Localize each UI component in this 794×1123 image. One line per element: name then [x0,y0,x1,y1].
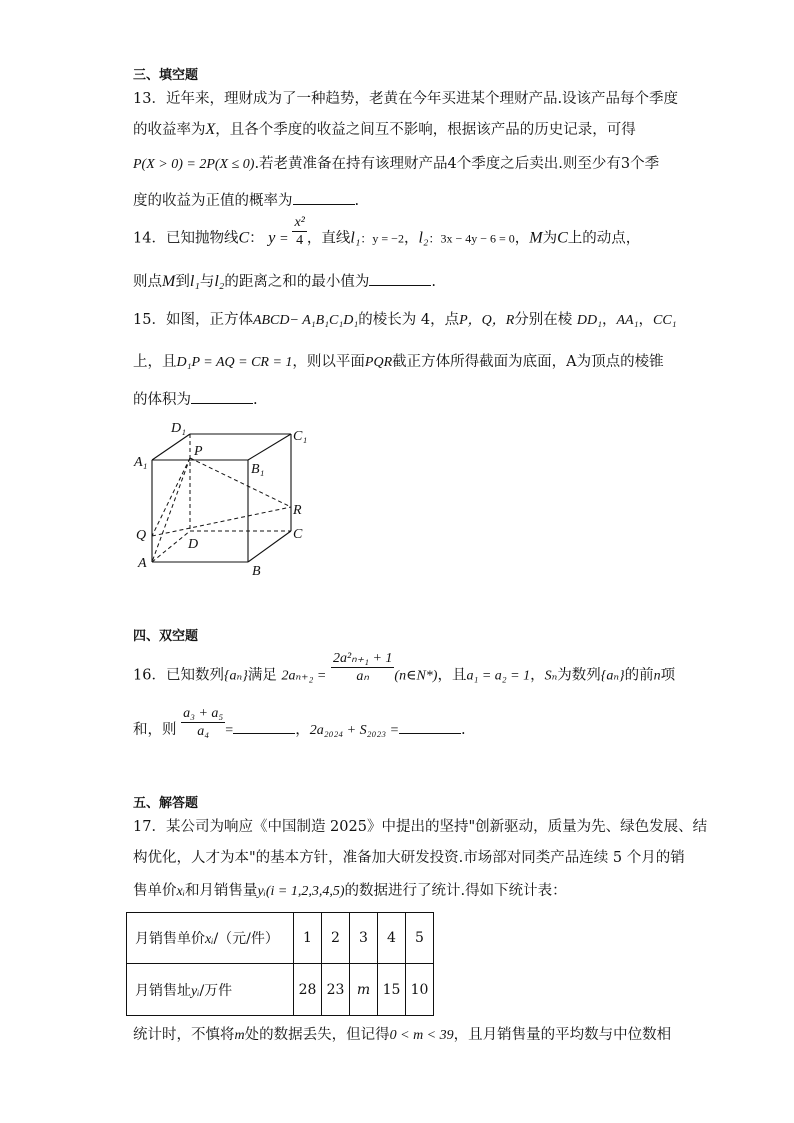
q17-line2: 构优化，人才为本"的基本方针，准备加大研发投资.市场部对同类产品连续 5 个月的销 [133,850,685,866]
q14-text: 14．已知抛物线 [133,230,239,247]
q16-text: 和，则 [133,722,177,738]
table-cell: m [350,964,378,1016]
q16-sequence: {aₙ} [223,668,248,684]
table-cell: 10 [406,964,434,1016]
table-row [127,964,434,1016]
q16-text: ， [530,667,545,684]
q15-line2 [133,353,664,372]
q17-line4 [133,1026,671,1045]
q16-fraction2 [181,705,225,740]
q16-answer-blank-1[interactable] [233,719,295,734]
q15-text: 分别在棱 [514,312,573,328]
q14-equals: = [279,231,288,247]
q16-initial: a₁ = a₂ = 1 [466,668,531,684]
q16-fraction [331,650,394,685]
header-text: 月销售单价 [135,931,205,947]
q15-condition: D₁P = AQ = CR = 1 [176,355,293,370]
section-heading-double: 四、双空题 [133,629,199,644]
table-cell: 2 [322,913,350,964]
q13-line2 [133,121,636,139]
label-p: P [194,444,203,459]
table-cell: 5 [406,913,434,964]
q13-line1: 13．近年来，理财成为了一种趋势，老黄在今年买进某个理财产品.设该产品每个季度 [133,91,679,107]
q13-text: 的收益率为 [133,122,206,138]
label-a1: A₁ [134,455,148,470]
q17-line1: 17．某公司为响应《中国制造 2025》中提出的坚持"创新驱动，质量为先、绿色发展、结 [133,819,708,835]
q15-answer-blank[interactable] [191,389,253,404]
q16-frac-den: aₙ [356,669,369,684]
q16-frac2-den: a₄ [197,723,210,739]
q16-line2: 和，则 $\frac{\text{a₃ + a₅}}{\text{a₄}}$ = ，2a₂₀₂₄ + S₂₀₂₃ = . [133,705,466,739]
q13-text: ，且各个季度的收益之间互不影响，根据该产品的历史记录，可得 [215,122,636,138]
q16-frac-num: 2a²ₙ₊₁ + 1 [332,651,393,666]
q16-equals: = [225,723,234,738]
q16-text: 项 [660,667,676,684]
q15-text: 的体积为 [133,392,191,408]
q14-text: 上的动点， [567,230,641,247]
q17-range: 0 < m < 39 [389,1028,454,1043]
q15-text: 上，且 [133,354,177,370]
q17-yi: yᵢ [257,884,266,899]
q14-text: 为 [542,230,558,247]
header-unit: /（元/件） [213,931,279,947]
table-cell: 28 [294,964,322,1016]
q16-domain: (n∈N*) [394,668,438,684]
q14-l1-eq: ：y = −2 [360,231,404,246]
q17-text: 售单价 [133,883,177,899]
section-heading-solve: 五、解答题 [133,796,199,811]
q13-line4: 度的收益为正值的概率为 . [133,190,359,210]
table-row-header [127,964,294,1016]
q17-text: 处的数据丢失，但记得 [244,1027,390,1043]
q16-lhs: 2aₙ₊₂ = [281,668,327,684]
edge-b1c1 [248,434,291,460]
q16-answer-blank-2[interactable] [399,719,461,734]
q17-text: 的数据进行了统计.得如下统计表： [344,883,567,899]
q15-plane: PQR [364,355,393,370]
q14-line-l2: l₂ [214,273,225,290]
label-b1: B₁ [251,462,265,477]
edge-a1d1 [152,434,190,460]
q16-expression: 2a₂₀₂₄ + S₂₀₂₃ = [309,723,400,738]
table-row-header [127,913,294,964]
q15-text: 的棱长为 4，点 [358,312,460,328]
q16-text: 满足 [247,667,277,684]
q16-line1 [133,651,676,686]
q14-answer-blank[interactable] [369,271,431,286]
q13-answer-blank[interactable] [293,190,355,205]
q14-fraction [292,214,306,249]
q15-cube-name: ABCD− A₁B₁C₁D₁ [252,313,359,328]
table-row [127,913,434,964]
q17-index: (i = 1,2,3,4,5) [265,884,345,899]
q14-line2: 则点M到l₁与l₂的距离之和的最小值为 . [133,273,436,290]
label-c1: C₁ [293,429,308,444]
q15-text: 15．如图，正方体 [133,312,253,328]
q14-line-l1: l₁ [350,229,361,247]
q14-var-y: y [268,229,276,247]
q14-line1: 14．已知抛物线C： y = $\frac{\text{x²}}{4}$ ，直线l₁：y = −2，l₂：3x − 4y − 6 = 0，M为C上的动点， [133,215,641,248]
q15-line1: 15．如图，正方体ABCD− A₁B₁C₁D₁的棱长为 4，点P，Q，R分别在棱 DD₁，AA₁，CC₁ [133,312,677,328]
cube-figure [128,418,318,578]
q14-text: 与 [199,274,215,290]
section-qr [152,507,291,536]
q14-frac-num: x² [294,215,305,230]
q14-curve-c: C [238,229,250,247]
q17-m: m [234,1028,245,1043]
q14-line-l1: l₁ [189,273,200,290]
q14-text: ， [514,230,530,247]
section-pq [152,458,190,536]
label-b: B [252,564,261,578]
q13-line3 [133,155,659,174]
q15-edge-cc1: CC₁ [652,313,677,328]
q13-var-x: X [205,121,216,138]
q14-line-l2: l₂ [418,229,429,247]
label-c: C [293,527,303,542]
q15-edge-dd1: DD₁ [576,313,602,328]
q17-xi: xᵢ [176,884,185,899]
q14-curve-c: C [557,229,568,247]
q14-text: 则点 [133,274,162,290]
q13-equation: P(X > 0) = 2P(X ≤ 0) [133,157,255,172]
header-var: xᵢ [205,932,214,947]
header-var: yᵢ [191,983,200,999]
q15-points: P，Q，R [459,313,515,328]
q15-text: ，则以平面 [292,354,365,370]
q15-line3: 的体积为 . [133,389,258,409]
q14-point-m: M [162,273,176,290]
q15-text: 截正方体所得截面为底面，A为顶点的棱锥 [392,354,664,370]
q16-n: n [653,668,661,684]
q16-text: 16．已知数列 [133,667,224,684]
q16-sequence: {aₙ} [600,668,625,684]
label-r: R [293,503,302,518]
section-heading-fill: 三、填空题 [133,68,199,83]
header-unit: /万件 [199,982,233,999]
q14-text: ，直线 [306,230,351,247]
label-d1: D₁ [171,421,186,436]
edge-bc [248,531,291,562]
q16-text: 的前 [624,667,654,684]
table-cell: 4 [378,913,406,964]
q14-l2-eq: ：3x − 4y − 6 = 0 [428,231,515,246]
q15-edge-aa1: AA₁ [616,313,639,328]
q13-text: .若老黄准备在持有该理财产品4个季度之后卖出.则至少有3个季 [254,156,660,172]
table-cell: 1 [294,913,322,964]
header-text: 月销售址 [135,982,191,999]
q17-line3 [133,882,567,901]
label-d: D [188,537,199,552]
q14-point-m: M [529,229,543,247]
table-cell: 23 [322,964,350,1016]
q16-text: ，且 [437,667,467,684]
table-cell: 3 [350,913,378,964]
stats-table [126,912,434,1016]
q17-text: 和月销售量 [184,883,258,899]
q14-text: ， [403,230,419,247]
q14-frac-den: 4 [296,233,304,248]
q17-text: ，且月销售量的平均数与中位数相 [453,1027,672,1043]
q14-text: 到 [175,274,190,290]
table-cell: 15 [378,964,406,1016]
label-q: Q [136,528,147,543]
q16-frac2-num: a₃ + a₅ [183,705,224,721]
q16-sn: Sₙ [544,668,558,684]
label-a: A [138,556,147,571]
q13-text: 度的收益为正值的概率为 [133,193,293,209]
section-pr [190,458,291,507]
q16-text: 为数列 [557,667,601,684]
q16-text: ， [295,722,310,738]
q17-text: 统计时，不慎将 [133,1027,235,1043]
q14-text: 的距离之和的最小值为 [224,274,370,290]
